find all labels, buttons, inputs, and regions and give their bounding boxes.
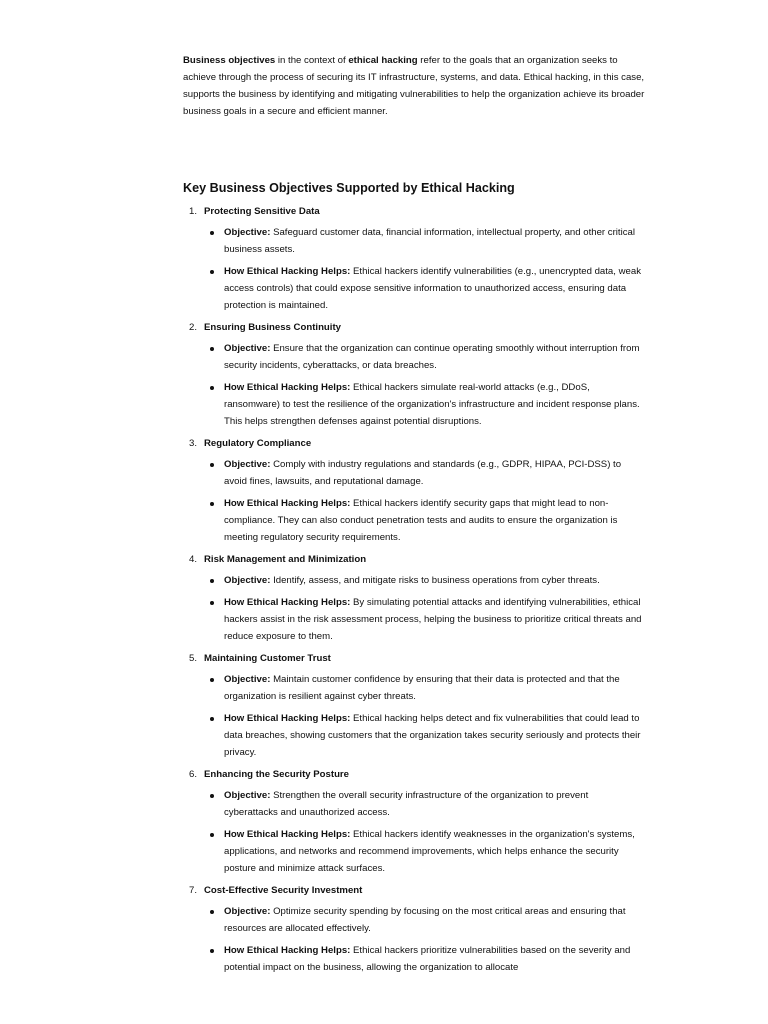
bullet-label: How Ethical Hacking Helps: — [224, 945, 351, 956]
objective-title: Protecting Sensitive Data — [204, 206, 320, 217]
list-number: 7. — [189, 885, 198, 896]
how-helps-bullet — [224, 379, 644, 430]
objective-details — [183, 787, 653, 877]
list-number: 2. — [189, 322, 198, 333]
objective-bullet — [224, 572, 644, 589]
objective-item — [183, 435, 653, 546]
objective-bullet — [224, 671, 644, 705]
bullet-label: Objective: — [224, 575, 271, 586]
bullet-label: Objective: — [224, 343, 271, 354]
section-heading: Key Business Objectives Supported by Ethical Hacking — [183, 181, 515, 195]
bullet-text: Ethical hackers identify security gaps that might lead to non-compliance. They can also conduct penetration tests and audits to ensure the organization is meeting regulatory security requirements. — [224, 498, 618, 543]
objective-details — [183, 572, 653, 645]
objective-title: Ensuring Business Continuity — [204, 322, 341, 333]
objective-item-header — [183, 435, 653, 452]
objective-item — [183, 551, 653, 645]
objective-title: Risk Management and Minimization — [204, 554, 367, 565]
how-helps-bullet — [224, 942, 644, 976]
objective-item-header — [183, 203, 653, 220]
bullet-label: How Ethical Hacking Helps: — [224, 597, 351, 608]
objective-title: Enhancing the Security Posture — [204, 769, 350, 780]
bullet-text: Strengthen the overall security infrastructure of the organization to prevent cyberattacks and unauthorized access. — [224, 790, 589, 818]
list-number: 4. — [189, 554, 198, 565]
bullet-text: Identify, assess, and mitigate risks to business operations from cyber threats. — [273, 575, 600, 586]
objective-item-header — [183, 551, 653, 568]
how-helps-bullet — [224, 710, 644, 761]
bullet-label: How Ethical Hacking Helps: — [224, 829, 351, 840]
bullet-text: Ethical hackers identify vulnerabilities (e.g., unencrypted data, weak access controls) that could expose sensitive information to unauthorized access, ensuring data protection is maintained. — [224, 266, 641, 311]
objective-details — [183, 340, 653, 430]
list-number: 6. — [189, 769, 198, 780]
objective-bullet — [224, 340, 644, 374]
how-helps-bullet — [224, 826, 644, 877]
document-page — [183, 52, 653, 973]
objective-details — [183, 224, 653, 314]
intro-text-1: in the context of — [275, 55, 349, 66]
objective-bullet — [224, 903, 644, 937]
list-number: 1. — [189, 206, 198, 217]
intro-term-business-objectives: Business objectives — [183, 55, 276, 66]
bullet-text: Maintain customer confidence by ensuring that their data is protected and that the organization is resilient against cyber threats. — [224, 674, 620, 702]
objective-item — [183, 203, 653, 314]
how-helps-bullet — [224, 495, 644, 546]
intro-paragraph — [183, 52, 653, 120]
bullet-label: How Ethical Hacking Helps: — [224, 498, 351, 509]
objective-item-header — [183, 766, 653, 783]
bullet-text: Optimize security spending by focusing on the most critical areas and ensuring that resources are allocated effectively. — [224, 906, 626, 934]
objective-title: Maintaining Customer Trust — [204, 653, 331, 664]
how-helps-bullet — [224, 263, 644, 314]
how-helps-bullet — [224, 594, 644, 645]
list-number: 5. — [189, 653, 198, 664]
objective-details — [183, 903, 653, 976]
list-number: 3. — [189, 438, 198, 449]
bullet-label: Objective: — [224, 790, 271, 801]
bullet-label: How Ethical Hacking Helps: — [224, 382, 351, 393]
bullet-text: Ethical hacking helps detect and fix vulnerabilities that could lead to data breaches, showing customers that the organization takes security seriously and protects their privacy. — [224, 713, 641, 758]
objective-item — [183, 766, 653, 877]
bullet-label: Objective: — [224, 459, 271, 470]
bullet-text: Ensure that the organization can continue operating smoothly without interruption from security incidents, cyberattacks, or data breaches. — [224, 343, 640, 371]
objective-item-header — [183, 650, 653, 667]
objective-item-header — [183, 319, 653, 336]
bullet-text: By simulating potential attacks and identifying vulnerabilities, ethical hackers assist in the risk assessment process, helping the business to prioritize critical threats and reduce exposure to them. — [224, 597, 642, 642]
objective-item — [183, 319, 653, 430]
bullet-label: Objective: — [224, 227, 271, 238]
objective-bullet — [224, 456, 644, 490]
objective-item — [183, 650, 653, 761]
bullet-text: Ethical hackers simulate real-world attacks (e.g., DDoS, ransomware) to test the resilience of the organization's infrastructure and incident response plans. This helps strengthen defenses against potential disruptions. — [224, 382, 640, 427]
objective-bullet — [224, 224, 644, 258]
objective-item-header — [183, 882, 653, 899]
bullet-label: Objective: — [224, 906, 271, 917]
objective-details — [183, 671, 653, 761]
intro-text-2: refer to the goals that an organization seeks to achieve through the process of securing its IT infrastructure, systems, and data. Ethical hacking, in this case, supports the business by identifying and mitigating vulnerabilities to help the organization achieve its broader business goals in a secure and efficient manner. — [183, 55, 645, 117]
objectives-list — [183, 203, 653, 981]
objective-title: Regulatory Compliance — [204, 438, 312, 449]
bullet-text: Comply with industry regulations and standards (e.g., GDPR, HIPAA, PCI-DSS) to avoid fines, lawsuits, and reputational damage. — [224, 459, 622, 487]
bullet-text: Ethical hackers identify weaknesses in the organization's systems, applications, and networks and recommend improvements, which helps enhance the security posture and minimize attack surfaces. — [224, 829, 635, 874]
intro-term-ethical-hacking: ethical hacking — [348, 55, 418, 66]
bullet-label: How Ethical Hacking Helps: — [224, 713, 351, 724]
objective-title: Cost-Effective Security Investment — [204, 885, 363, 896]
objective-details — [183, 456, 653, 546]
bullet-text: Safeguard customer data, financial information, intellectual property, and other critical business assets. — [224, 227, 635, 255]
objective-item — [183, 882, 653, 976]
bullet-text: Ethical hackers prioritize vulnerabilities based on the severity and potential impact on the business, allowing the organization to allocate — [224, 945, 631, 973]
bullet-label: Objective: — [224, 674, 271, 685]
objective-bullet — [224, 787, 644, 821]
bullet-label: How Ethical Hacking Helps: — [224, 266, 351, 277]
